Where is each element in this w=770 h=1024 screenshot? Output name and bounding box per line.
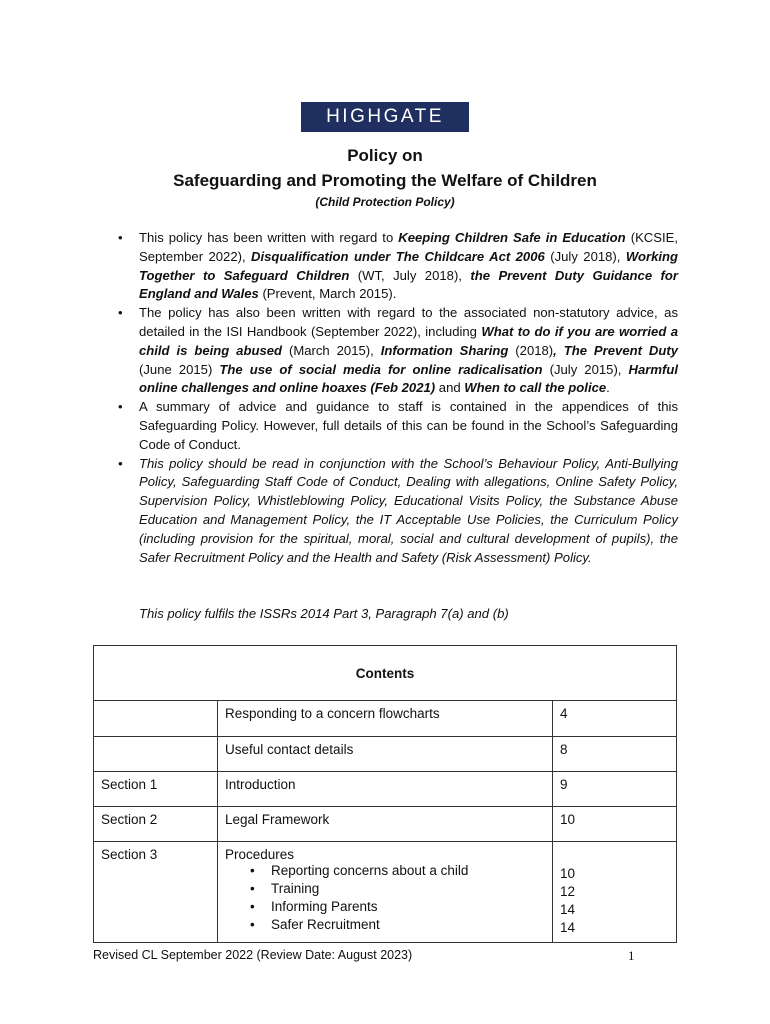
bullet-related-policies: • This policy should be read in conjunction with the School’s Behaviour Policy, Anti-Bullying Policy, Safeguarding Staff Code of Conduct, Dealing with allegations, Online Safety Policy, Supervision Policy, Whistleblowing Policy, Educational Visits Policy, the Substance Abuse Education and Management Policy, the IT Acceptable Use Policies, the Curriculum Policy (including provision for the spiritual, moral, social and cultural development of pupils), the Safer Recruitment Policy and the Health and Safety (Risk Assessment) Policy. (118, 455, 678, 568)
toc-page (560, 847, 669, 865)
table-row (94, 842, 677, 943)
toc-page: 14 (560, 902, 576, 917)
toc-section: Section 2 (94, 807, 218, 842)
toc-subitem: • Training (250, 880, 545, 898)
toc-section: Section 3 (94, 842, 218, 943)
contents-header-row (94, 646, 677, 701)
toc-title-with-subitems (218, 842, 553, 943)
toc-subitem: • Reporting concerns about a child (250, 862, 545, 880)
page-number: 1 (628, 948, 635, 963)
toc-page: 10 (553, 807, 677, 842)
policy-bullet-list (118, 229, 678, 567)
table-row (94, 701, 677, 737)
toc-title: Responding to a concern flowcharts (218, 701, 553, 737)
toc-subitem: • Informing Parents (250, 898, 545, 916)
toc-title: Legal Framework (218, 807, 553, 842)
toc-page: 9 (553, 772, 677, 807)
toc-title: Useful contact details (218, 737, 553, 772)
bullet-statutory-guidance: • This policy has been written with regard to Keeping Children Safe in Education (KCSIE, September 2022), Disqualification under The Childcare Act 2006 (July 2018), Working Together to Safeguard Children (WT, July 2018), the Prevent Duty Guidance for England and Wales (Prevent, March 2015). (118, 229, 678, 304)
highgate-logo: HIGHGATE (301, 102, 469, 132)
toc-section (94, 701, 218, 737)
table-row (94, 807, 677, 842)
toc-page: 8 (553, 737, 677, 772)
bullet-non-statutory-advice: • The policy has also been written with regard to the associated non-statutory advice, as detailed in the ISI Handbook (September 2022), including What to do if you are worried a child is being abused (March 2015), Information Sharing (2018), The Prevent Duty (June 2015) The use of social media for online radicalisation (July 2015), Harmful online challenges and online hoaxes (Feb 2021) and When to call the police. (118, 304, 678, 398)
table-row (94, 737, 677, 772)
toc-section (94, 737, 218, 772)
toc-title: Introduction (218, 772, 553, 807)
toc-page: 14 (560, 920, 576, 935)
toc-subitem: • Safer Recruitment (250, 916, 545, 934)
table-row (94, 772, 677, 807)
footer-revision-note: Revised CL September 2022 (Review Date: August 2023) (93, 948, 413, 962)
title-subtitle: (Child Protection Policy) (315, 195, 455, 209)
title-line-2: Safeguarding and Promoting the Welfare of Children (173, 171, 597, 190)
toc-page: 4 (553, 701, 677, 737)
toc-page: 10 (560, 866, 576, 881)
title-line-1: Policy on (347, 146, 423, 165)
toc-section: Section 1 (94, 772, 218, 807)
bullet-summary-advice: • A summary of advice and guidance to staff is contained in the appendices of this Safeguarding Policy. However, full details of this can be found in the School’s Safeguarding Code of Conduct. (118, 398, 678, 454)
toc-page: 12 (560, 884, 576, 899)
contents-table (93, 645, 677, 943)
issr-fulfils-note: This policy fulfils the ISSRs 2014 Part 3, Paragraph 7(a) and (b) (139, 606, 509, 621)
contents-heading: Contents (94, 646, 677, 701)
toc-subitem-list (225, 862, 545, 934)
toc-title: Procedures (225, 847, 295, 862)
toc-page-list (553, 842, 677, 943)
